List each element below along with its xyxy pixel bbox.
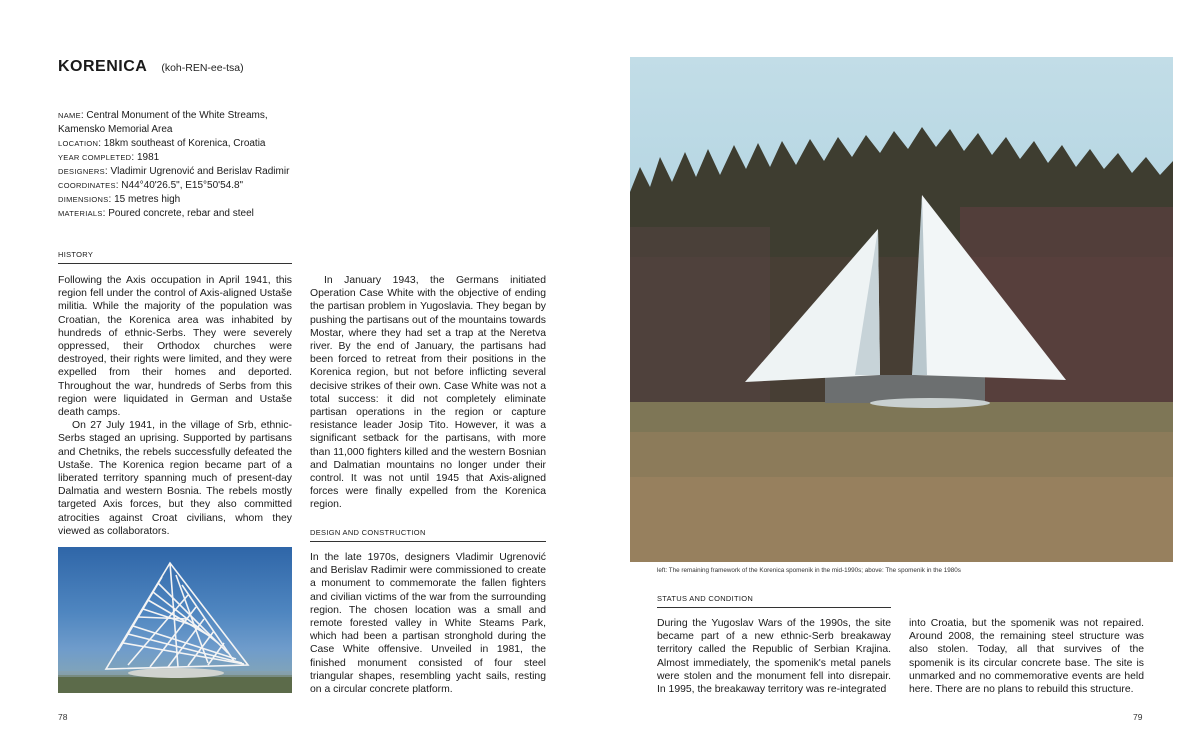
history-paragraph: In January 1943, the Germans initiated Operation Case White with the objective of ending the partisan problem in Yugoslavia. They began by pushing the partisans out of the mountains towards Mostar, where they had set a trap at the Neretva river. By the end of January, the partisans had been forced to retreat from their positions in the Korenica region, but not before inflicting several decisive strikes of their own. Case White was not a total success: it did not completely eliminate partisan operations in the region or capture resistance leader Josip Tito. However, it was a significant setback for the partisans, with more than 11,000 fighters killed and the western Bosnian and Dalmatian mountains no longer under their control. It was not until 1945 that Axis-aligned forces were finally expelled from the Korenica region. [310,275,546,511]
status-paragraph: into Croatia, but the spomenik was not repaired. Around 2008, the remaining steel structure was also stolen. Today, all that survives of the spomenik is its circular concrete base. The site is unmarked and no commemorative events are held here. There are no plans to rebuild this structure. [909,618,1144,696]
history-heading: HISTORY [58,250,292,264]
status-paragraph: During the Yugoslav Wars of the 1990s, the site became part of a new ethnic-Serb breakaway territory called the Republic of Serbian Krajina. Almost immediately, the spomenik's metal panels were stolen and the monument fell into disrepair. In 1995, the breakaway territory was re-integrated [657,618,891,696]
status-column-2 [909,617,1144,696]
design-heading: DESIGN AND CONSTRUCTION [310,528,546,542]
status-column-1 [657,617,891,696]
photo-caption: left: The remaining framework of the Korenica spomenik in the mid-1990s; above: The spomenik in the 1980s [657,567,961,574]
white-sails-monument-image [630,57,1173,562]
page-title [58,58,244,76]
steel-framework-image [58,547,292,693]
fact-designers: DESIGNERS: Vladimir Ugrenović and Berislav Radimir [58,166,290,177]
status-heading: STATUS AND CONDITION [657,594,891,608]
monument-name: KORENICA [58,58,148,75]
page-number-right: 79 [1133,712,1143,722]
page-number-left: 78 [58,712,68,722]
framework-photo [58,547,292,693]
facts-list [58,109,303,221]
history-column-2 [310,274,546,512]
fact-dimensions: DIMENSIONS: 15 metres high [58,194,181,205]
pronunciation: (koh-REN-ee-tsa) [161,62,244,74]
fact-location: LOCATION: 18km southeast of Korenica, Croatia [58,138,266,149]
fact-coordinates: COORDINATES: N44°40'26.5", E15°50'54.8" [58,180,244,191]
fact-name: NAME: Central Monument of the White Streams, Kamensko Memorial Area [58,110,268,135]
monument-photo [630,57,1173,562]
history-paragraph: On 27 July 1941, in the village of Srb, ethnic-Serbs staged an uprising. Supported by partisans and Chetniks, the rebels successfully defeated the Ustaše. The Korenica region became part of a liberated territory spanning much of present-day Dalmatia and western Bosnia. The rebels mostly targeted Axis forces, but they also committed atrocities against Croat civilians, whom they viewed as collaborators. [58,420,292,537]
history-column-1 [58,274,292,538]
history-paragraph: Following the Axis occupation in April 1941, this region fell under the control of Axis-aligned Ustaše militia. While the majority of the population was Croatian, the Korenica area was inhabited by hundreds of ethnic-Serbs. They were severely oppressed, their Orthodox churches were destroyed, their rights were limited, and they were expelled from their homes and deported. Throughout the war, hundreds of Serbs from this region were liquidated in German and Ustaše death camps. [58,275,292,419]
fact-year: YEAR COMPLETED: 1981 [58,152,160,163]
fact-materials: MATERIALS: Poured concrete, rebar and steel [58,208,254,219]
design-paragraph: In the late 1970s, designers Vladimir Ugrenović and Berislav Radimir were commissioned to create a monument to commemorate the fallen fighters and civilian victims of the war from the surrounding region. The chosen location was a small and remote forested valley in White Steams Park, which had been a partisan stronghold during the Case White offensive. Unveiled in 1981, the finished monument consisted of four steel triangular shapes, resembling yacht sails, resting on a circular concrete platform. [310,552,546,696]
design-column [310,551,546,696]
